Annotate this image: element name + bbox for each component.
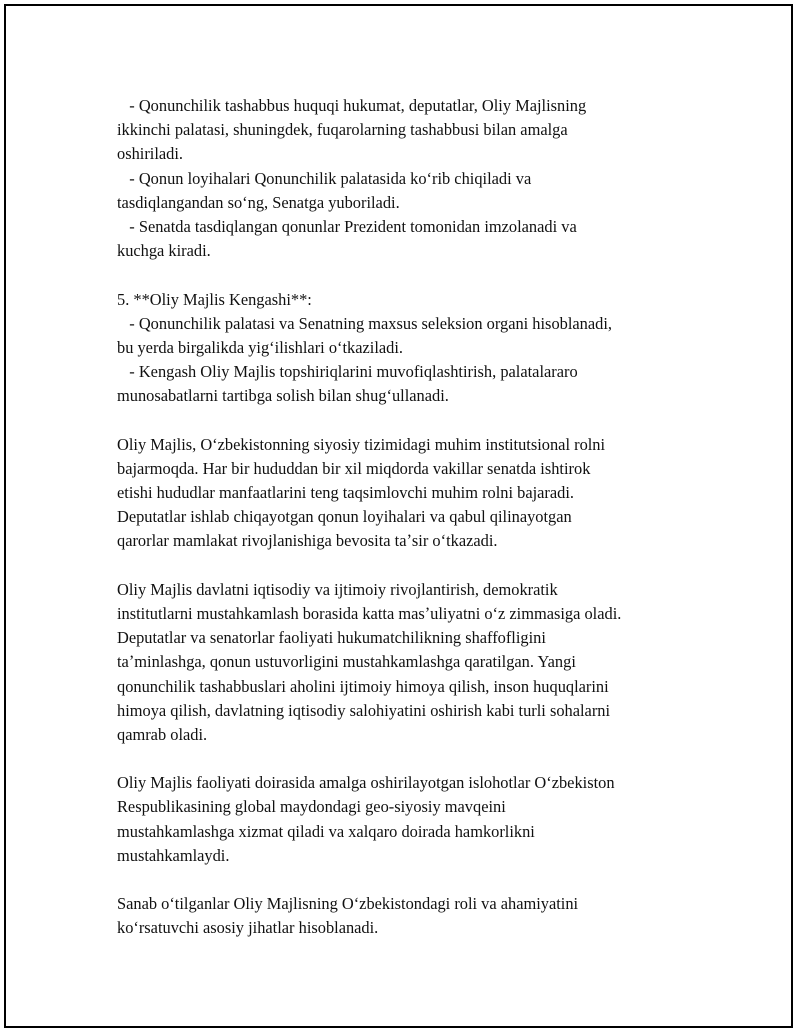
blank-line: [117, 747, 717, 771]
text-line: kuchga kiradi.: [117, 241, 211, 261]
text-line: qonunchilik tashabbuslari aholini ijtimoiy himoya qilish, inson huquqlarini: [117, 676, 609, 696]
text-line: Oliy Majlis davlatni iqtisodiy va ijtimoiy rivojlantirish, demokratik: [117, 579, 558, 599]
text-line: Deputatlar va senatorlar faoliyati hukumatchilikning shaffofligini: [117, 628, 546, 648]
text-line: Oliy Majlis, Oʻzbekistonning siyosiy tizimidagi muhim institutsional rolni: [117, 434, 606, 454]
text-line: qamrab oladi.: [117, 724, 208, 744]
blank-line: [117, 408, 717, 432]
document-body: [117, 94, 717, 941]
text-line: - Qonunchilik tashabbus huquqi hukumat, deputatlar, Oliy Majlisning: [117, 96, 587, 115]
text-line: - Qonun loyihalari Qonunchilik palatasida koʻrib chiqiladi va: [117, 168, 532, 188]
blank-line: [117, 263, 717, 287]
text-line: etishi hududlar manfaatlarini teng taqsimlovchi muhim rolni bajaradi.: [117, 483, 575, 502]
text-line: ikkinchi palatasi, shuningdek, fuqarolarning tashabbusi bilan amalga: [117, 120, 568, 140]
section-heading: 5. **Oliy Majlis Kengashi**:: [117, 289, 312, 309]
text-line: koʻrsatuvchi asosiy jihatlar hisoblanadi.: [117, 918, 379, 938]
text-line: mustahkamlashga xizmat qiladi va xalqaro doirada hamkorlikni: [117, 821, 535, 841]
text-line: tasdiqlangandan soʻng, Senatga yuboriladi.: [117, 192, 400, 212]
text-line: - Kengash Oliy Majlis topshiriqlarini muvofiqlashtirish, palatalararo: [117, 362, 578, 382]
text-line: - Qonunchilik palatasi va Senatning maxsus seleksion organi hisoblanadi,: [117, 313, 612, 333]
text-line: qarorlar mamlakat rivojlanishiga bevosita taʼsir oʻtkazadi.: [117, 531, 498, 551]
blank-line: [117, 554, 717, 578]
text-line: - Senatda tasdiqlangan qonunlar Prezident tomonidan imzolanadi va: [117, 216, 577, 236]
text-line: Sanab oʻtilganlar Oliy Majlisning Oʻzbekistondagi roli va ahamiyatini: [117, 894, 579, 914]
text-line: munosabatlarni tartibga solish bilan shugʻullanadi.: [117, 386, 449, 406]
text-line: oshiriladi.: [117, 144, 184, 164]
text-line: Deputatlar ishlab chiqayotgan qonun loyihalari va qabul qilinayotgan: [117, 507, 572, 527]
text-line: himoya qilish, davlatning iqtisodiy salohiyatini oshirish kabi turli sohalarni: [117, 700, 611, 720]
text-line: mustahkamlaydi.: [117, 845, 230, 865]
text-line: taʼminlashga, qonun ustuvorligini mustahkamlashga qaratilgan. Yangi: [117, 652, 576, 672]
text-line: institutlarni mustahkamlash borasida katta masʼuliyatni oʻz zimmasiga oladi.: [117, 603, 622, 623]
text-line: Oliy Majlis faoliyati doirasida amalga oshirilayotgan islohotlar Oʻzbekiston: [117, 773, 615, 793]
text-line: Respublikasining global maydondagi geo-siyosiy mavqeini: [117, 797, 506, 817]
blank-line: [117, 868, 717, 892]
text-line: bajarmoqda. Har bir hududdan bir xil miqdorda vakillar senatda ishtirok: [117, 458, 591, 478]
text-line: bu yerda birgalikda yigʻilishlari oʻtkaziladi.: [117, 337, 403, 357]
